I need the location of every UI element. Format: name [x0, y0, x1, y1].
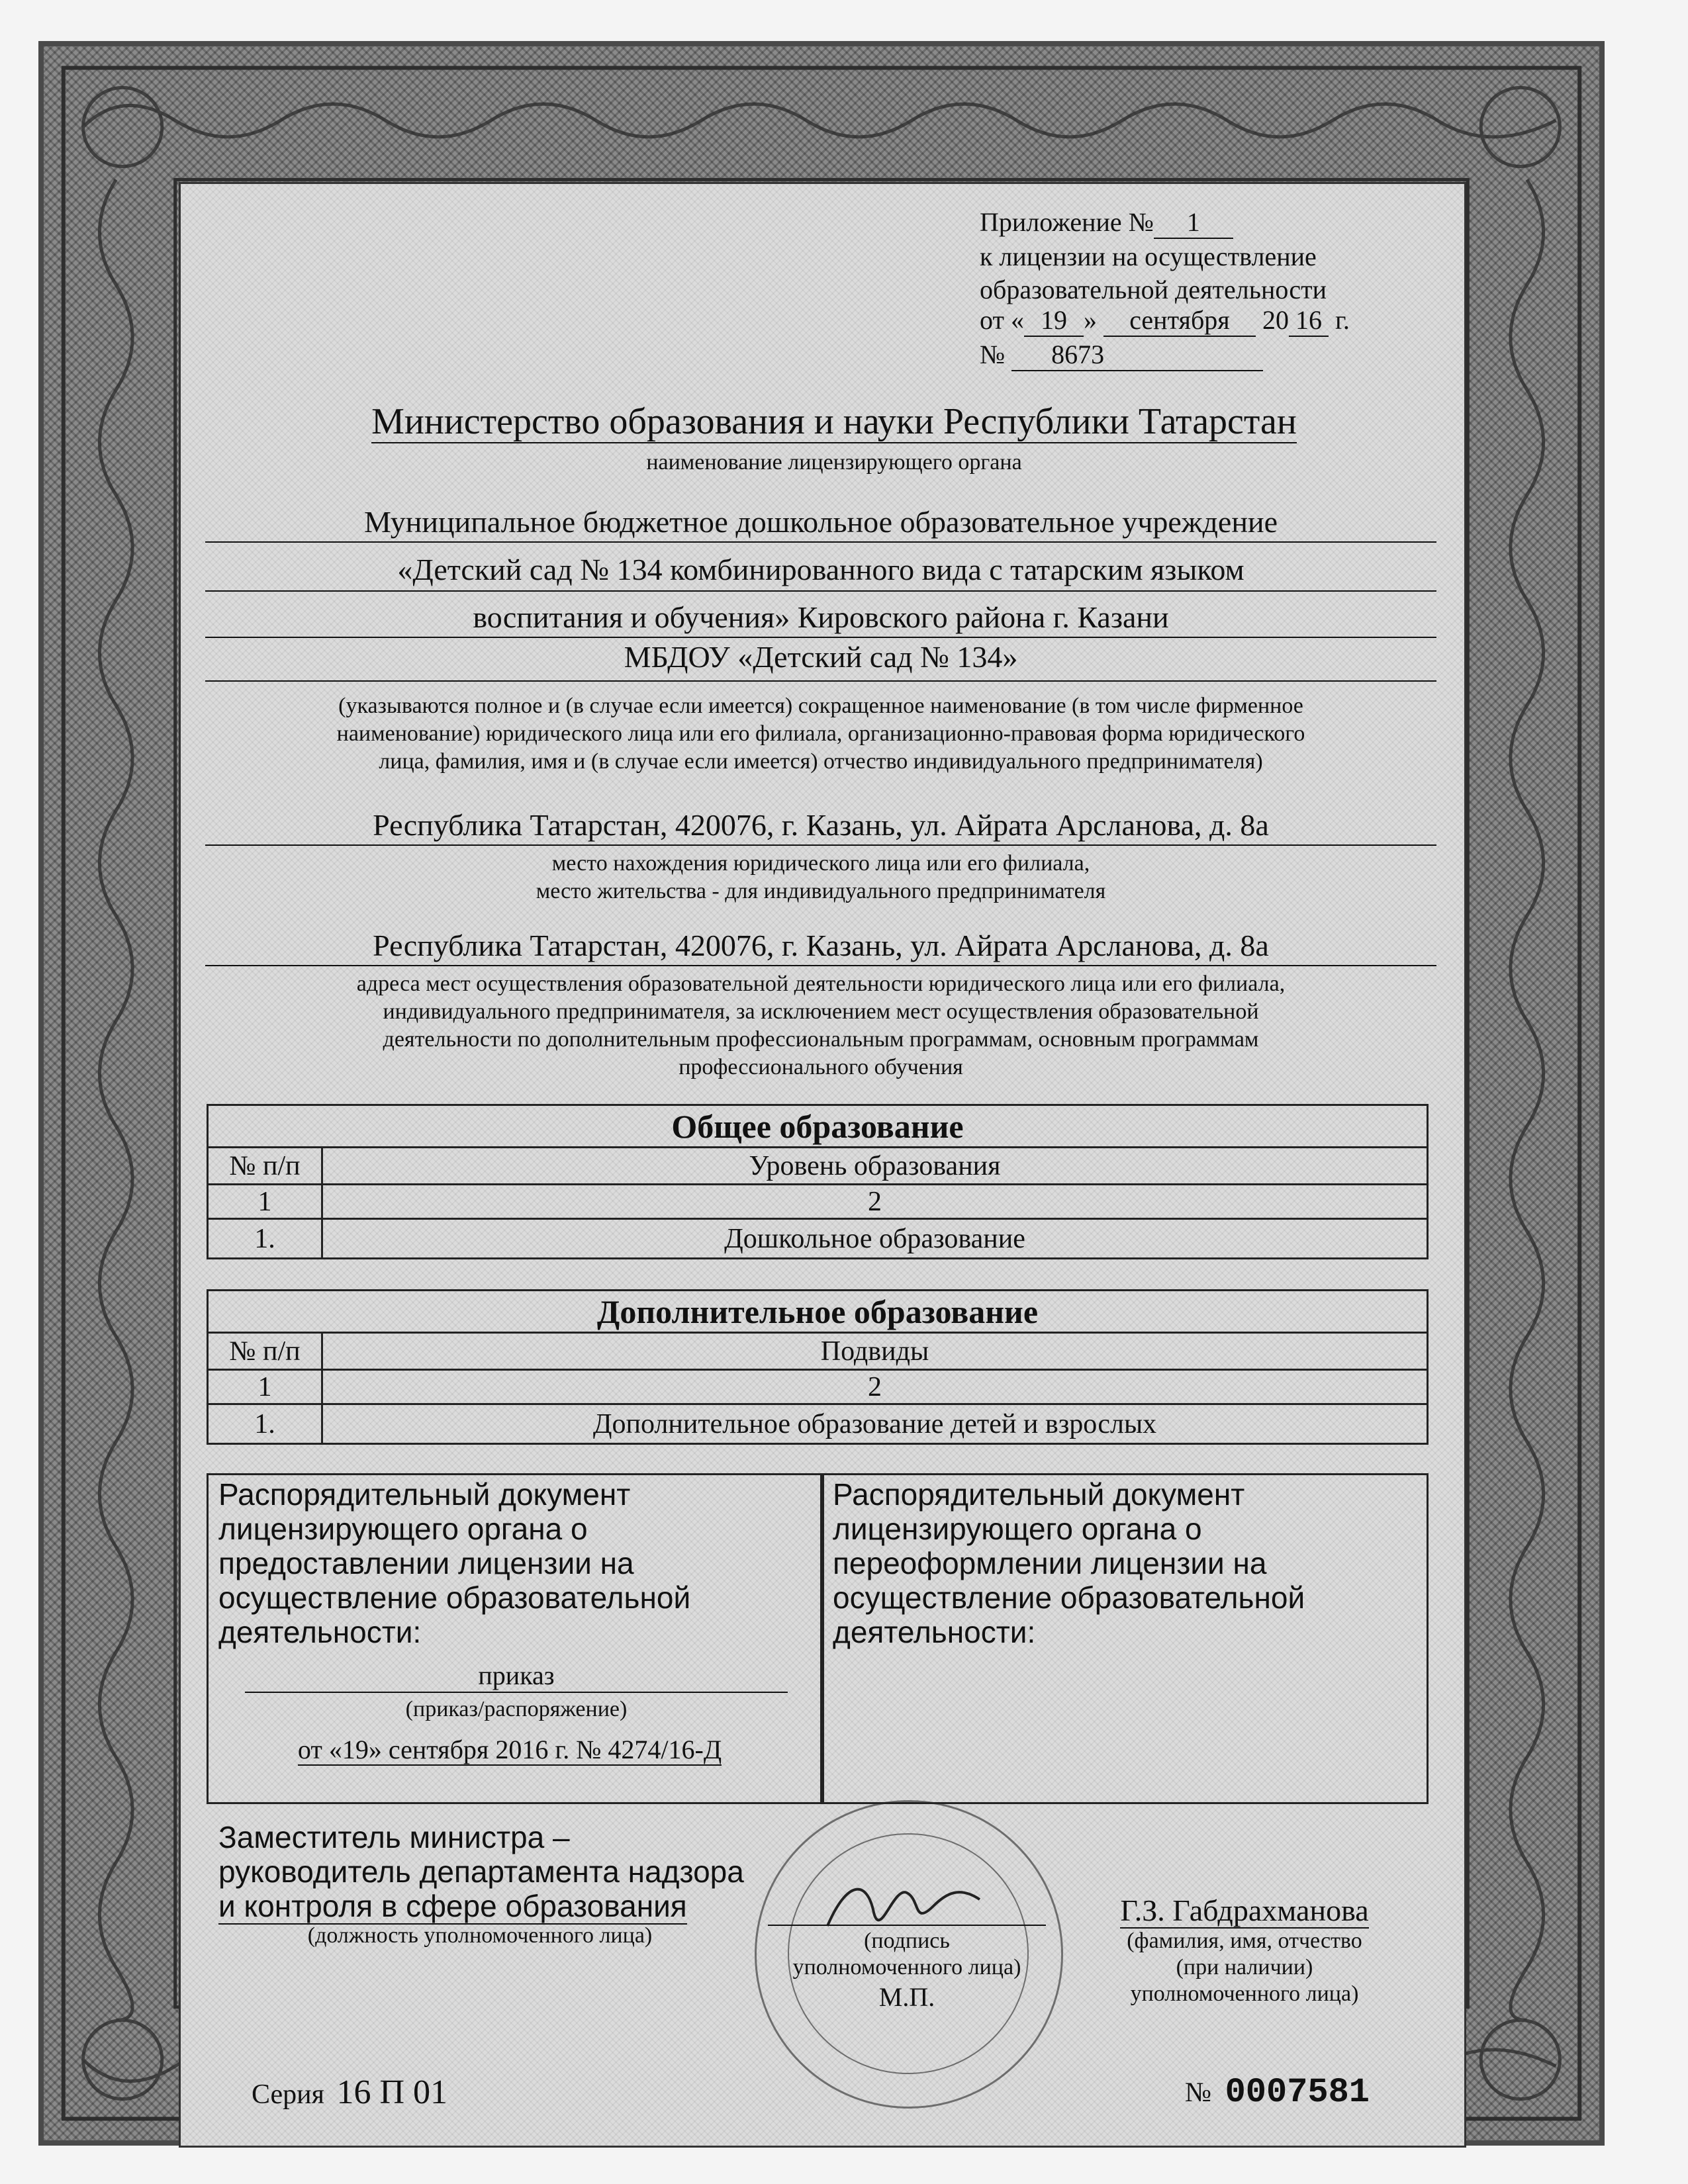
org-rule-3 [205, 637, 1436, 638]
annex-license-prefix: № [980, 340, 1006, 369]
license-number: 8673 [1011, 339, 1263, 371]
grant-line4: осуществление образовательной [218, 1580, 691, 1615]
name-caption3: уполномоченного лица) [1130, 1981, 1359, 2006]
series [252, 2073, 447, 2112]
annex-date-year-prefix: 20 [1262, 305, 1289, 335]
org-caption1: (указываются полное и (в случае если имеется) сокращенное наименование (в том числе фирменное [338, 694, 1303, 718]
signatory-name [1086, 1893, 1403, 1928]
annex-prefix: Приложение № [980, 207, 1154, 237]
additional-education-table [207, 1289, 1429, 1445]
general-education-table [207, 1104, 1429, 1259]
additional-index-1: 1 [208, 1370, 322, 1404]
series-value: 16 П 01 [336, 2073, 448, 2111]
signature-caption2: уполномоченного лица) [792, 1955, 1021, 1979]
additional-index-2: 2 [322, 1370, 1428, 1404]
org-rule-2 [205, 590, 1436, 592]
additional-row-number: 1. [208, 1404, 322, 1444]
general-col-level: Уровень образования [322, 1148, 1428, 1185]
reissue-line4: осуществление образовательной [833, 1580, 1305, 1615]
location-caption1: место нахождения юридического лица или его филиала, [551, 851, 1090, 876]
annex-date-year: 16 [1289, 304, 1329, 337]
annex-date [980, 304, 1350, 337]
series-label: Серия [252, 2079, 324, 2110]
annex-line2: к лицензии на осуществление [980, 242, 1317, 271]
reissue-line2: лицензирующего органа о [833, 1512, 1202, 1546]
authority-caption: наименование лицензирующего органа [646, 450, 1022, 475]
reissue-line5: деятельности: [833, 1615, 1036, 1649]
authority-name [311, 400, 1357, 443]
signatory-position [218, 1820, 744, 1923]
grant-type-caption: (приказ/распоряжение) [405, 1697, 628, 1721]
org-line2: «Детский сад № 134 комбинированного вида с татарским языком [397, 553, 1244, 586]
position-line2: руководитель департамента надзора [218, 1854, 744, 1889]
grant-line3: предоставлении лицензии на [218, 1546, 634, 1580]
activity-address: Республика Татарстан, 420076, г. Казань, ул. Айрата Арсланова, д. 8а [373, 929, 1269, 962]
annex-date-month: сентября [1103, 304, 1256, 337]
grant-date-number [218, 1734, 801, 1765]
seal-label: М.П. [878, 1982, 935, 2012]
location-rule [205, 844, 1436, 846]
additional-education-title: Дополнительное образование [208, 1291, 1428, 1333]
reissue-line3: переоформлении лицензии на [833, 1546, 1267, 1580]
annex-line3: образовательной деятельности [980, 275, 1327, 304]
additional-col-number: № п/п [208, 1333, 322, 1370]
org-rule-4 [205, 680, 1436, 682]
org-line3: воспитания и обучения» Кировского района г. Казани [473, 600, 1169, 634]
activity-caption2: индивидуального предпринимателя, за исключением мест осуществления образовательной [383, 999, 1259, 1024]
grant-line1: Распорядительный документ [218, 1477, 631, 1512]
activity-caption4: профессионального обучения [679, 1055, 963, 1079]
name-caption1: (фамилия, имя, отчество [1127, 1929, 1362, 1953]
signatory-name-text: Г.З. Габдрахманова [1120, 1893, 1369, 1927]
position-line1: Заместитель министра – [218, 1820, 570, 1854]
activity-caption3: деятельности по дополнительным профессиональным программам, основным программам [383, 1027, 1259, 1052]
annex-license [980, 339, 1263, 371]
signature-rule [768, 1925, 1046, 1926]
signature-caption1: (подпись [864, 1929, 950, 1953]
reissue-line1: Распорядительный документ [833, 1477, 1245, 1512]
grant-line5: деятельности: [218, 1615, 422, 1649]
general-index-1: 1 [208, 1185, 322, 1219]
annex-date-day: 19 [1024, 304, 1084, 337]
annex-date-suffix: г. [1335, 305, 1350, 335]
grant-type: приказ [478, 1661, 555, 1690]
additional-row-subtype: Дополнительное образование детей и взрослых [322, 1404, 1428, 1444]
activity-caption1: адреса мест осуществления образовательной деятельности юридического лица или его филиала, [356, 972, 1286, 996]
location-address: Республика Татарстан, 420076, г. Казань, ул. Айрата Арсланова, д. 8а [373, 808, 1269, 842]
grant-line2: лицензирующего органа о [218, 1512, 588, 1546]
org-line4: МБДОУ «Детский сад № 134» [624, 640, 1018, 674]
general-row-number: 1. [208, 1219, 322, 1259]
annex-number: 1 [1154, 206, 1233, 239]
grant-type-rule [245, 1692, 788, 1693]
additional-col-subtype: Подвиды [322, 1333, 1428, 1370]
annex-date-quote: » [1083, 305, 1097, 335]
activity-rule [205, 965, 1436, 966]
blank-number [1185, 2073, 1370, 2112]
annex-line1 [980, 206, 1233, 239]
authority-name-text: Министерство образования и науки Республики Татарстан [371, 401, 1297, 442]
general-col-number: № п/п [208, 1148, 322, 1185]
org-line1: Муниципальное бюджетное дошкольное образовательное учреждение [364, 505, 1278, 539]
blank-number-value: 0007581 [1225, 2073, 1370, 2112]
position-caption: (должность уполномоченного лица) [307, 1923, 653, 1948]
org-caption3: лица, фамилия, имя и (в случае если имеется) отчество индивидуального предпринимателя) [379, 749, 1263, 774]
table-row [208, 1219, 1428, 1259]
location-caption2: место жительства - для индивидуального предпринимателя [536, 879, 1106, 903]
blank-number-label: № [1185, 2077, 1212, 2108]
general-row-level: Дошкольное образование [322, 1219, 1428, 1259]
org-rule-1 [205, 541, 1436, 543]
general-education-title: Общее образование [208, 1105, 1428, 1148]
table-row [208, 1404, 1428, 1444]
annex-date-prefix: от « [980, 305, 1024, 335]
general-index-2: 2 [322, 1185, 1428, 1219]
grant-document-text [218, 1477, 690, 1649]
grant-date-number-text: от «19» сентября 2016 г. № 4274/16-Д [297, 1735, 722, 1764]
position-line3: и контроля в сфере образования [218, 1889, 687, 1923]
reissue-document-text [833, 1477, 1305, 1649]
org-caption2: наименование) юридического лица или его филиала, организационно-правовая форма юридического [336, 721, 1305, 746]
name-caption2: (при наличии) [1176, 1955, 1313, 1979]
